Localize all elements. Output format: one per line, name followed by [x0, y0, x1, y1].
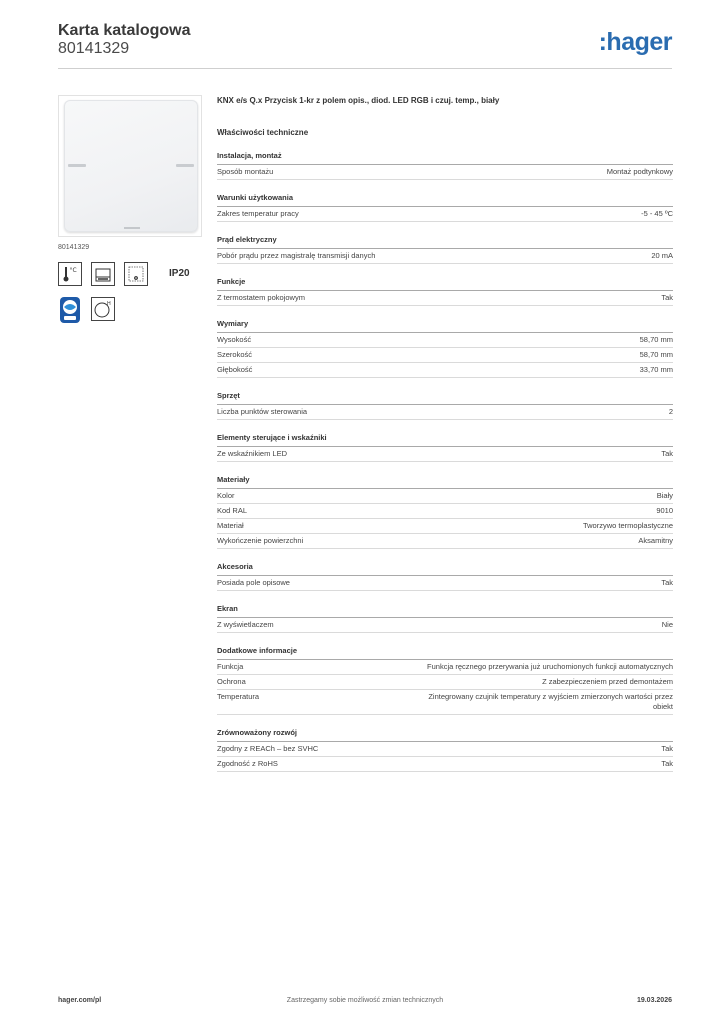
product-image-led	[124, 227, 140, 229]
spec-group	[217, 433, 673, 462]
spec-group	[217, 646, 673, 715]
spec-label: Wysokość	[217, 335, 252, 344]
spec-row	[217, 489, 673, 504]
footer-date: 19.03.2026	[636, 997, 672, 1004]
product-image	[64, 100, 198, 232]
spec-group-title: Warunki użytkowania	[217, 193, 673, 207]
spec-label: Materiał	[217, 521, 244, 530]
spec-row	[217, 165, 673, 180]
spec-label: Wykończenie powierzchni	[217, 536, 304, 545]
spec-value: Z zabezpieczeniem przed demontażem	[542, 677, 673, 686]
spec-value: Tak	[661, 578, 673, 587]
spec-label: Zgodność z RoHS	[217, 759, 278, 768]
spec-label: Z wyświetlaczem	[217, 620, 274, 629]
spec-value: 58,70 mm	[639, 335, 673, 344]
spec-group	[217, 391, 673, 420]
spec-row	[217, 757, 673, 772]
spec-group-title: Ekran	[217, 604, 673, 618]
spec-value: 20 mA	[651, 251, 673, 260]
spec-group	[217, 728, 673, 772]
spec-row	[217, 447, 673, 462]
page-footer	[58, 997, 672, 1009]
spec-group	[217, 151, 673, 180]
spec-row	[217, 534, 673, 549]
product-image-right-notch	[176, 164, 194, 167]
footer-disclaimer: Zastrzegamy sobie możliwość zmian technicznych	[286, 997, 444, 1004]
spec-group-title: Prąd elektryczny	[217, 235, 673, 249]
spec-label: Głębokość	[217, 365, 253, 374]
document-title: Karta katalogowa	[58, 22, 191, 39]
spec-group	[217, 319, 673, 378]
spec-label: Kod RAL	[217, 506, 248, 515]
page-header	[58, 22, 674, 70]
spec-group-title: Materiały	[217, 475, 673, 489]
spec-value: 9010	[656, 506, 673, 515]
spec-row	[217, 742, 673, 757]
spec-group-title: Sprzęt	[217, 391, 673, 405]
spec-value: Nie	[661, 620, 673, 629]
surface-mount-icon	[91, 262, 115, 286]
product-sidebar	[58, 95, 202, 332]
spec-row	[217, 504, 673, 519]
spec-row	[217, 618, 673, 633]
spec-group-title: Dodatkowe informacje	[217, 646, 673, 660]
spec-group	[217, 193, 673, 222]
spec-row	[217, 207, 673, 222]
hager-logo: :hager	[598, 28, 672, 56]
spec-value: Tak	[661, 449, 673, 458]
spec-group-title: Funkcje	[217, 277, 673, 291]
spec-group-title: Instalacja, montaż	[217, 151, 673, 165]
spec-row	[217, 348, 673, 363]
pictogram-circle-icon	[91, 297, 115, 321]
spec-label: Sposób montażu	[217, 167, 274, 176]
spec-value: Aksamitny	[638, 536, 673, 545]
spec-label: Kolor	[217, 491, 235, 500]
spec-label: Temperatura	[217, 692, 260, 701]
spec-label: Ochrona	[217, 677, 246, 686]
spec-label: Z termostatem pokojowym	[217, 293, 305, 302]
spec-value: 33,70 mm	[639, 365, 673, 374]
product-pictograms	[58, 262, 202, 321]
technical-properties-heading: Właściwości techniczne	[217, 128, 309, 137]
ip20-icon: IP20	[169, 268, 190, 279]
document-number: 80141329	[58, 40, 130, 57]
spec-row	[217, 363, 673, 378]
spec-groups	[217, 151, 673, 772]
pictogram-row	[58, 262, 202, 286]
spec-row	[217, 519, 673, 534]
spec-group-title: Wymiary	[217, 319, 673, 333]
flush-box-icon	[124, 262, 148, 286]
spec-value: Biały	[656, 491, 673, 500]
footer-website: hager.com/pl	[58, 997, 102, 1004]
spec-group-title: Zrównoważony rozwój	[217, 728, 673, 742]
spec-value: Funkcja ręcznego przerywania już uruchomionych funkcji automatycznych	[427, 662, 673, 671]
spec-group	[217, 277, 673, 306]
spec-label: Zgodny z REACh – bez SVHC	[217, 744, 319, 753]
spec-label: Szerokość	[217, 350, 253, 359]
spec-group-title: Akcesoria	[217, 562, 673, 576]
header-divider	[58, 68, 672, 69]
spec-row	[217, 675, 673, 690]
spec-value: Montaż podtynkowy	[606, 167, 673, 176]
spec-value: Tworzywo termoplastyczne	[582, 521, 673, 530]
spec-label: Posiada pole opisowe	[217, 578, 290, 587]
spec-row	[217, 291, 673, 306]
pictogram-row	[58, 297, 202, 321]
spec-label: Zakres temperatur pracy	[217, 209, 299, 218]
spec-group	[217, 475, 673, 549]
spec-group	[217, 562, 673, 591]
product-image-frame	[58, 95, 202, 237]
spec-value: Tak	[661, 759, 673, 768]
spec-row	[217, 249, 673, 264]
spec-row	[217, 660, 673, 675]
specification-panel	[217, 96, 673, 772]
product-title: KNX e/s Q.x Przycisk 1-kr z polem opis., diod. LED RGB i czuj. temp., biały	[217, 96, 500, 105]
svg-text:H: H	[107, 301, 111, 307]
svg-text:°C: °C	[69, 267, 77, 274]
spec-label: Ze wskaźnikiem LED	[217, 449, 288, 458]
spec-row	[217, 333, 673, 348]
spec-value: -5 - 45 ºC	[641, 209, 673, 218]
product-image-left-notch	[68, 164, 86, 167]
spec-label: Liczba punktów sterowania	[217, 407, 308, 416]
spec-label: Pobór prądu przez magistralę transmisji danych	[217, 251, 376, 260]
spec-row	[217, 690, 673, 715]
spec-group	[217, 604, 673, 633]
spec-group-title: Elementy sterujące i wskaźniki	[217, 433, 673, 447]
knx-badge-icon	[58, 297, 82, 321]
spec-label: Funkcja	[217, 662, 244, 671]
product-image-caption: 80141329	[58, 244, 90, 251]
spec-value: 58,70 mm	[639, 350, 673, 359]
spec-row	[217, 576, 673, 591]
spec-value: Zintegrowany czujnik temperatury z wyjściem zmierzonych wartości przez obiekt	[428, 692, 673, 711]
spec-value: 2	[668, 407, 673, 416]
spec-value: Tak	[661, 744, 673, 753]
spec-group	[217, 235, 673, 264]
spec-value: Tak	[661, 293, 673, 302]
thermometer-celsius-icon	[58, 262, 82, 286]
spec-row	[217, 405, 673, 420]
